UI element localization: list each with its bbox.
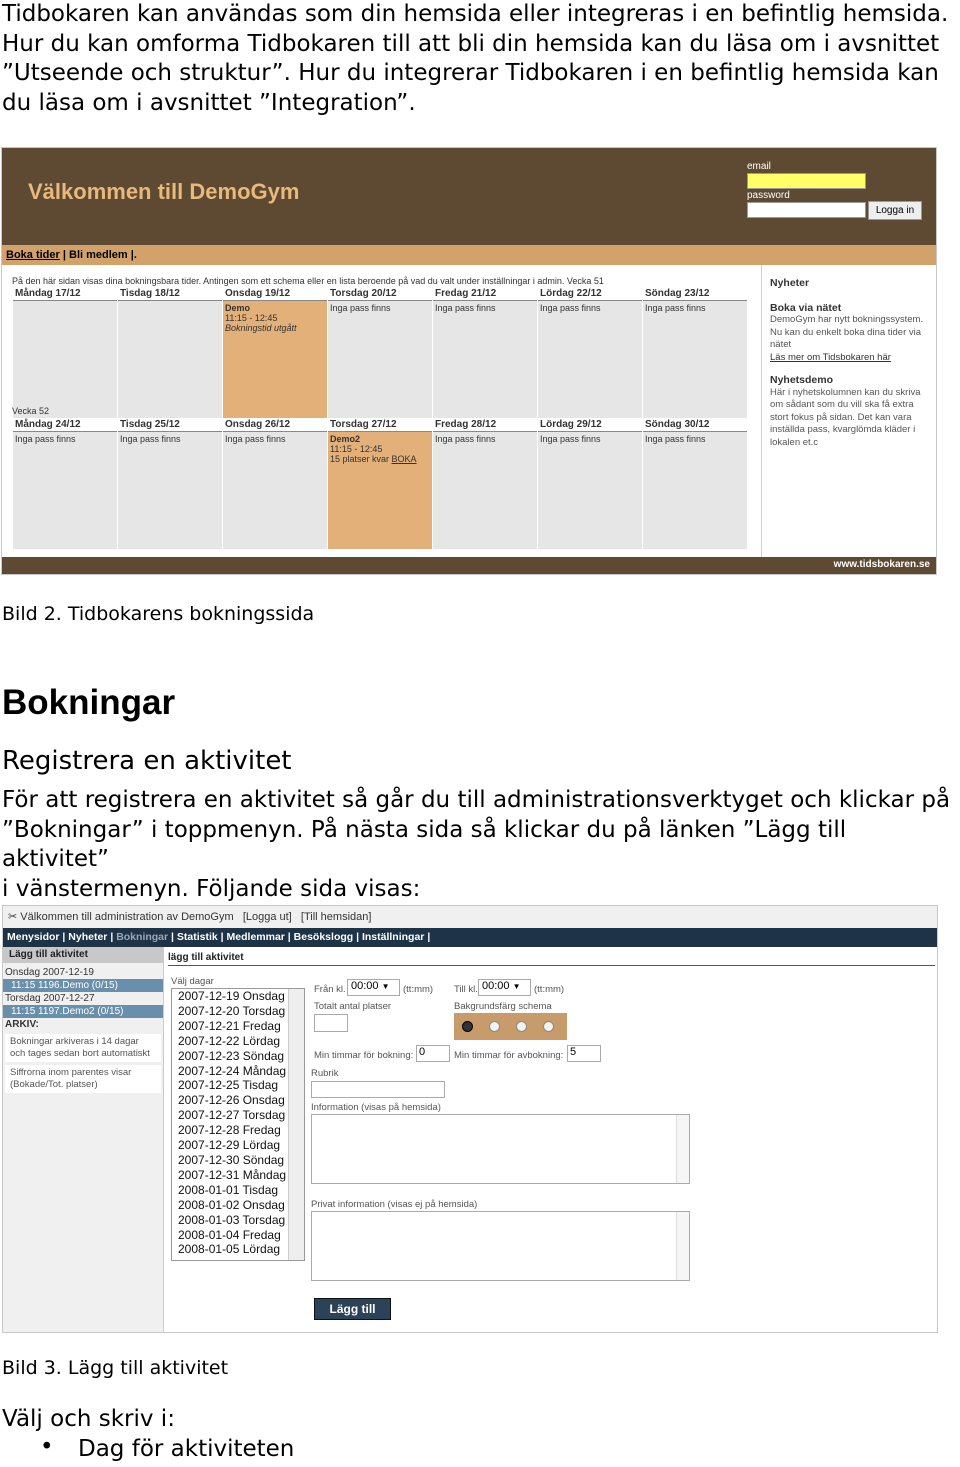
date-option[interactable]: 2007-12-22 Lördag	[178, 1033, 281, 1048]
figure-caption: Bild 2. Tidbokarens bokningssida	[2, 603, 315, 625]
to-time-label: Till kl.	[454, 984, 478, 995]
schedule-day	[117, 419, 222, 549]
session-cell	[223, 301, 327, 418]
add-activity-link[interactable]: Lägg till aktivitet	[3, 947, 163, 963]
week-label: Vecka 52	[12, 406, 50, 416]
schedule-day	[12, 419, 117, 549]
empty-cell: Inga pass finns	[643, 301, 747, 418]
session-time: 11:15 - 12:45	[330, 444, 383, 454]
date-option[interactable]: 2008-01-04 Fredag	[178, 1227, 281, 1242]
menu-installningar[interactable]: Inställningar	[361, 931, 425, 943]
date-option[interactable]: 2007-12-30 Söndag	[178, 1152, 285, 1167]
date-option[interactable]: 2007-12-28 Fredag	[178, 1123, 281, 1138]
choose-days-label: Välj dagar	[171, 976, 214, 987]
bg-color-label: Bakgrundsfärg schema	[454, 1001, 552, 1012]
admin-topbar	[3, 906, 937, 928]
archive-note: Bokningar arkiveras i 14 dagar och tages sedan bort automatiskt	[5, 1034, 161, 1062]
empty-cell: Inga pass finns	[538, 301, 642, 418]
private-info-label: Privat information (visas ej på hemsida)	[311, 1199, 478, 1210]
day-header: Onsdag 26/12	[223, 419, 327, 432]
day-header: Lördag 22/12	[538, 288, 642, 301]
booking-entry[interactable]: 11:15 1196.Demo (0/15)	[3, 979, 163, 992]
date-option[interactable]: 2007-12-23 Söndag	[178, 1048, 285, 1063]
menu-medlemmar[interactable]: Medlemmar	[226, 931, 285, 943]
menu-menysidor[interactable]: Menysidor	[7, 931, 60, 943]
day-header: Tisdag 18/12	[118, 288, 222, 301]
schedule-day	[222, 288, 327, 418]
password-label: password	[747, 190, 790, 201]
news-item-title: Nyhetsdemo	[770, 374, 834, 386]
schedule-day	[642, 419, 747, 549]
date-option[interactable]: 2007-12-24 Måndag	[178, 1063, 287, 1078]
date-option[interactable]: 2007-12-25 Tisdag	[178, 1078, 279, 1093]
admin-screenshot	[2, 905, 938, 1333]
news-item-title: Boka via nätet	[770, 301, 842, 314]
to-time-select[interactable]: 00:00 ▼	[478, 979, 531, 996]
date-option[interactable]: 2008-01-03 Torsdag	[178, 1212, 286, 1227]
empty-cell	[118, 301, 222, 418]
day-header: Tisdag 25/12	[118, 419, 222, 432]
count-note: Siffrorna inom parentes visar (Bokade/Tot. platser)	[5, 1065, 161, 1093]
menu-bokningar[interactable]: Bokningar	[116, 931, 169, 943]
session-time: 11:15 - 12:45	[225, 313, 278, 323]
empty-cell: Inga pass finns	[538, 432, 642, 549]
password-input[interactable]	[747, 202, 866, 218]
day-header: Söndag 30/12	[643, 419, 747, 432]
date-option[interactable]: 2007-12-19 Onsdag	[178, 989, 285, 1003]
bullet-icon: •	[40, 1434, 54, 1460]
empty-cell: Inga pass finns	[433, 432, 537, 549]
time-format-hint: (tt:mm)	[403, 984, 434, 995]
figure-caption: Bild 3. Lägg till aktivitet	[2, 1357, 229, 1379]
session-note: 15 platser kvar BOKA	[330, 454, 417, 464]
menu-besokslogg[interactable]: Besökslogg	[293, 931, 354, 943]
login-button[interactable]: Logga in	[868, 201, 922, 220]
schedule-day	[432, 288, 537, 418]
news-sidebar	[761, 265, 936, 558]
news-heading: Nyheter	[770, 277, 810, 289]
day-header: Måndag 24/12	[13, 419, 117, 432]
empty-cell: Inga pass finns	[118, 432, 222, 549]
schedule-day	[117, 288, 222, 418]
site-footer	[2, 557, 936, 574]
date-option[interactable]: 2007-12-31 Måndag	[178, 1167, 287, 1182]
footer-url[interactable]: www.tidsbokaren.se	[833, 559, 930, 570]
intro-line: Tidbokaren kan användas som din hemsida eller integreras i en befintlig hemsida.	[2, 1, 949, 27]
day-header: Måndag 17/12	[13, 288, 117, 301]
session-name: Demo2	[330, 434, 361, 444]
session-name: Demo	[225, 303, 251, 313]
schedule-day	[222, 419, 327, 549]
home-link[interactable]: [Till hemsidan]	[300, 911, 372, 923]
book-link[interactable]: BOKA	[391, 454, 417, 464]
schedule-day	[432, 419, 537, 549]
news-item-text: DemoGym har nytt bokningssystem. Nu kan du enkelt boka dina tider via nätet	[770, 314, 924, 350]
booking-date: Onsdag 2007-12-19	[5, 967, 94, 978]
admin-sidebar	[3, 947, 164, 1332]
site-title: Välkommen till DemoGym	[28, 179, 300, 204]
booking-list	[3, 966, 163, 1018]
min-cancel-label: Min timmar för avbokning:	[454, 1050, 564, 1061]
color-radio[interactable]	[543, 1021, 554, 1032]
day-header: Lördag 29/12	[538, 419, 642, 432]
min-book-input[interactable]: 0	[416, 1045, 450, 1062]
schedule-day	[537, 419, 642, 549]
date-option[interactable]: 2007-12-29 Lördag	[178, 1138, 281, 1153]
booking-entry[interactable]: 11:15 1197.Demo2 (0/15)	[3, 1005, 163, 1018]
textarea-scrollbar[interactable]	[676, 1212, 689, 1280]
schedule-day	[642, 288, 747, 418]
from-time-select[interactable]: 00:00 ▼	[347, 979, 400, 996]
chevron-down-icon: ▼	[381, 982, 390, 991]
min-cancel-input[interactable]: 5	[567, 1045, 601, 1062]
time-format-hint: (tt:mm)	[534, 984, 565, 995]
form-title: lägg till aktivitet	[168, 952, 935, 966]
date-list-scrollbar[interactable]	[288, 989, 304, 1260]
schedule-day	[537, 288, 642, 418]
day-header: Söndag 23/12	[643, 288, 747, 301]
color-radio[interactable]	[489, 1021, 500, 1032]
date-select-list[interactable]	[171, 988, 305, 1261]
menu-nyheter[interactable]: Nyheter	[68, 931, 108, 943]
archive-label: ARKIV:	[5, 1019, 39, 1030]
intro-paragraph	[2, 0, 952, 118]
subsection-heading: Registrera en aktivitet	[2, 746, 292, 776]
bullet-item: Dag för aktiviteten	[78, 1436, 295, 1462]
email-input[interactable]	[747, 173, 866, 189]
info-textarea[interactable]	[311, 1114, 690, 1184]
tools-icon: ✂	[8, 911, 18, 923]
date-option[interactable]: 2007-12-21 Fredag	[178, 1018, 281, 1033]
booking-date: Torsdag 2007-12-27	[5, 993, 95, 1004]
rubrik-input[interactable]	[311, 1081, 445, 1098]
section-heading: Bokningar	[2, 683, 176, 722]
logout-link[interactable]: [Logga ut]	[242, 911, 292, 923]
rubrik-label: Rubrik	[311, 1068, 339, 1079]
day-header: Onsdag 19/12	[223, 288, 327, 301]
menu-statistik[interactable]: Statistik	[176, 931, 218, 943]
schedule-intro: På den här sidan visas dina bokningsbara tider. Antingen som ett schema eller en lista beroende på vad du valt under inställningar i admin. Vecka 51	[12, 276, 604, 286]
total-seats-input[interactable]	[314, 1014, 348, 1032]
date-option[interactable]: 2008-01-02 Onsdag	[178, 1197, 285, 1212]
empty-cell: Inga pass finns	[433, 301, 537, 418]
date-option[interactable]: 2008-01-01 Tisdag	[178, 1182, 279, 1197]
admin-menu: Menysidor | Nyheter | Bokningar | Statistik | Medlemmar | Besökslogg | Inställningar |	[3, 928, 937, 947]
admin-title: Välkommen till administration av DemoGym	[20, 911, 234, 923]
intro-line: du läsa om i avsnittet ”Integration”.	[2, 89, 416, 116]
date-option[interactable]: 2007-12-20 Torsdag	[178, 1003, 286, 1018]
schedule-day	[12, 288, 117, 418]
session-note: Bokningstid utgått	[225, 323, 297, 333]
empty-cell: Inga pass finns	[13, 432, 117, 549]
empty-cell: Inga pass finns	[643, 432, 747, 549]
empty-cell	[13, 301, 117, 418]
session-cell	[328, 432, 432, 549]
min-book-label: Min timmar för bokning:	[314, 1050, 414, 1061]
paragraph-line: ”Bokningar” i toppmenyn. På nästa sida så klickar du på länken ”Lägg till aktivitet”	[2, 816, 847, 872]
choose-text: Välj och skriv i:	[2, 1406, 175, 1432]
nav-book-link[interactable]: Boka tider	[6, 249, 60, 261]
news-item-text: Här i nyhetskolumnen kan du skriva om sådant som du vill ska få extra stort fokus på sidan. Det kan vara inställda pass, kvarglömda kläder i lokalen et.c	[770, 386, 921, 448]
day-header: Torsdag 27/12	[328, 419, 432, 432]
date-option[interactable]: 2007-12-27 Torsdag	[178, 1108, 286, 1123]
color-radio[interactable]	[516, 1021, 527, 1032]
from-time-label: Från kl.	[314, 984, 346, 995]
empty-cell: Inga pass finns	[223, 432, 327, 549]
site-nav: Boka tider | Bli medlem |.	[2, 245, 936, 265]
private-info-textarea[interactable]	[311, 1211, 690, 1281]
read-more-link[interactable]: Läs mer om Tidsbokaren här	[770, 351, 891, 363]
site-header	[2, 148, 936, 245]
bg-color-picker	[454, 1013, 567, 1040]
total-seats-label: Totalt antal platser	[314, 1001, 392, 1012]
paragraph-line: För att registrera en aktivitet så går du till administrationsverktyget och klickar på	[2, 787, 951, 813]
nav-member-link[interactable]: Bli medlem	[69, 249, 128, 261]
day-header: Fredag 28/12	[433, 419, 537, 432]
intro-line: Hur du kan omforma Tidbokaren till att bli din hemsida kan du läsa om i avsnittet	[2, 30, 940, 57]
date-option[interactable]: 2007-12-26 Onsdag	[178, 1093, 285, 1108]
textarea-scrollbar[interactable]	[676, 1115, 689, 1183]
body-paragraph	[2, 786, 952, 904]
day-header: Torsdag 20/12	[328, 288, 432, 301]
chevron-down-icon: ▼	[512, 982, 521, 991]
date-option[interactable]: 2008-01-05 Lördag	[178, 1242, 281, 1257]
info-label: Information (visas på hemsida)	[311, 1102, 441, 1113]
intro-line: ”Utseende och struktur”. Hur du integrerar Tidbokaren i en befintlig hemsida kan	[2, 60, 939, 86]
empty-cell: Inga pass finns	[328, 301, 432, 418]
paragraph-line: i vänstermenyn. Följande sida visas:	[2, 875, 421, 902]
booking-page-screenshot	[1, 147, 937, 575]
schedule-day	[327, 288, 432, 418]
email-label: email	[747, 161, 771, 172]
day-header: Fredag 21/12	[433, 288, 537, 301]
week-label: Vecka 51	[566, 276, 604, 286]
color-radio[interactable]	[462, 1021, 473, 1032]
schedule-day	[327, 419, 432, 549]
add-button[interactable]: Lägg till	[314, 1298, 391, 1320]
